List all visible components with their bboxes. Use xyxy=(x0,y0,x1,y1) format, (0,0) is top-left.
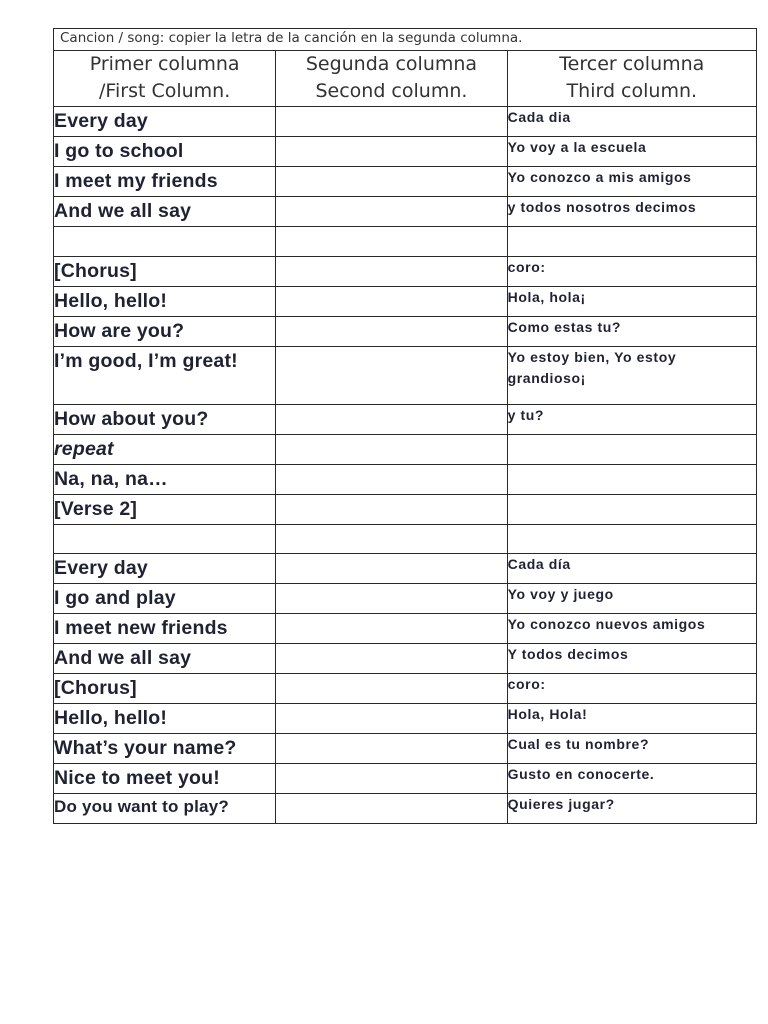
instruction-row xyxy=(54,29,757,51)
table-row xyxy=(54,404,757,434)
header-first-line2: /First Column. xyxy=(99,80,231,102)
table-row xyxy=(54,137,757,167)
english-lyric-cell: [Chorus] xyxy=(54,674,276,704)
table-row xyxy=(54,434,757,464)
table-row xyxy=(54,227,757,257)
spanish-lyric-cell: Yo conozco a mis amigos xyxy=(507,167,756,197)
header-third-line1: Tercer columna xyxy=(559,53,705,75)
english-lyric-cell xyxy=(54,227,276,257)
table-row xyxy=(54,584,757,614)
spanish-lyric-cell: Cada día xyxy=(507,554,756,584)
spanish-lyric-cell: y tu? xyxy=(507,404,756,434)
copy-lyric-cell[interactable] xyxy=(276,464,507,494)
copy-lyric-cell[interactable] xyxy=(276,584,507,614)
english-lyric-cell: Hello, hello! xyxy=(54,286,276,316)
copy-lyric-cell[interactable] xyxy=(276,197,507,227)
copy-lyric-cell[interactable] xyxy=(276,494,507,524)
english-lyric-cell: Do you want to play? xyxy=(54,794,276,824)
copy-lyric-cell[interactable] xyxy=(276,704,507,734)
english-lyric-cell: Hello, hello! xyxy=(54,704,276,734)
copy-lyric-cell[interactable] xyxy=(276,794,507,824)
spanish-lyric-cell: Como estas tu? xyxy=(507,316,756,346)
table-row xyxy=(54,346,757,404)
song-worksheet-table xyxy=(53,28,757,824)
english-lyric-cell: Nice to meet you! xyxy=(54,764,276,794)
copy-lyric-cell[interactable] xyxy=(276,137,507,167)
table-row xyxy=(54,764,757,794)
table-row xyxy=(54,554,757,584)
header-third-line2: Third column. xyxy=(566,80,698,102)
spanish-lyric-cell xyxy=(507,464,756,494)
spanish-lyric-cell xyxy=(507,524,756,554)
table-row xyxy=(54,734,757,764)
copy-lyric-cell[interactable] xyxy=(276,524,507,554)
english-lyric-cell: Every day xyxy=(54,554,276,584)
english-lyric-cell: I’m good, I’m great! xyxy=(54,346,276,404)
header-third-column xyxy=(507,51,756,107)
english-lyric-cell: I go and play xyxy=(54,584,276,614)
spanish-lyric-cell: Yo conozco nuevos amigos xyxy=(507,614,756,644)
table-row xyxy=(54,644,757,674)
table-row xyxy=(54,256,757,286)
spanish-lyric-cell xyxy=(507,434,756,464)
english-lyric-cell: Every day xyxy=(54,107,276,137)
english-lyric-cell: How are you? xyxy=(54,316,276,346)
copy-lyric-cell[interactable] xyxy=(276,614,507,644)
copy-lyric-cell[interactable] xyxy=(276,764,507,794)
spanish-lyric-cell xyxy=(507,494,756,524)
copy-lyric-cell[interactable] xyxy=(276,316,507,346)
table-row xyxy=(54,107,757,137)
english-lyric-cell: I meet my friends xyxy=(54,167,276,197)
table-row xyxy=(54,316,757,346)
table-row xyxy=(54,614,757,644)
english-lyric-cell: What’s your name? xyxy=(54,734,276,764)
header-first-column xyxy=(54,51,276,107)
spanish-lyric-cell: Cada dia xyxy=(507,107,756,137)
spanish-lyric-cell xyxy=(507,227,756,257)
spanish-lyric-cell: Y todos decimos xyxy=(507,644,756,674)
table-row xyxy=(54,524,757,554)
spanish-lyric-cell: coro: xyxy=(507,674,756,704)
copy-lyric-cell[interactable] xyxy=(276,554,507,584)
copy-lyric-cell[interactable] xyxy=(276,167,507,197)
table-row xyxy=(54,197,757,227)
english-lyric-cell: And we all say xyxy=(54,644,276,674)
instruction-text: Cancion / song: copier la letra de la canción en la segunda columna. xyxy=(54,29,757,51)
english-lyric-cell: repeat xyxy=(54,434,276,464)
table-row xyxy=(54,794,757,824)
table-row xyxy=(54,464,757,494)
copy-lyric-cell[interactable] xyxy=(276,644,507,674)
table-row xyxy=(54,674,757,704)
copy-lyric-cell[interactable] xyxy=(276,404,507,434)
table-row xyxy=(54,704,757,734)
spanish-lyric-cell: Cual es tu nombre? xyxy=(507,734,756,764)
spanish-lyric-cell: Yo voy a la escuela xyxy=(507,137,756,167)
english-lyric-cell: [Verse 2] xyxy=(54,494,276,524)
header-second-line2: Second column. xyxy=(315,80,468,102)
spanish-lyric-cell: Hola, Hola! xyxy=(507,704,756,734)
spanish-lyric-cell: Quieres jugar? xyxy=(507,794,756,824)
copy-lyric-cell[interactable] xyxy=(276,434,507,464)
table-row xyxy=(54,286,757,316)
table-row xyxy=(54,494,757,524)
header-first-line1: Primer columna xyxy=(89,53,240,75)
header-second-line1: Segunda columna xyxy=(305,53,478,75)
spanish-lyric-cell: coro: xyxy=(507,256,756,286)
header-row xyxy=(54,51,757,107)
spanish-lyric-cell: Yo voy y juego xyxy=(507,584,756,614)
english-lyric-cell: I go to school xyxy=(54,137,276,167)
spanish-lyric-cell: Hola, hola¡ xyxy=(507,286,756,316)
english-lyric-cell xyxy=(54,524,276,554)
copy-lyric-cell[interactable] xyxy=(276,227,507,257)
spanish-lyric-cell: Yo estoy bien, Yo estoy grandioso¡ xyxy=(507,346,756,404)
table-row xyxy=(54,167,757,197)
english-lyric-cell: And we all say xyxy=(54,197,276,227)
english-lyric-cell: I meet new friends xyxy=(54,614,276,644)
copy-lyric-cell[interactable] xyxy=(276,734,507,764)
spanish-lyric-cell: Gusto en conocerte. xyxy=(507,764,756,794)
copy-lyric-cell[interactable] xyxy=(276,674,507,704)
spanish-lyric-cell: y todos nosotros decimos xyxy=(507,197,756,227)
copy-lyric-cell[interactable] xyxy=(276,107,507,137)
copy-lyric-cell[interactable] xyxy=(276,256,507,286)
copy-lyric-cell[interactable] xyxy=(276,286,507,316)
english-lyric-cell: How about you? xyxy=(54,404,276,434)
copy-lyric-cell[interactable] xyxy=(276,346,507,404)
header-second-column xyxy=(276,51,507,107)
english-lyric-cell: [Chorus] xyxy=(54,256,276,286)
english-lyric-cell: Na, na, na… xyxy=(54,464,276,494)
